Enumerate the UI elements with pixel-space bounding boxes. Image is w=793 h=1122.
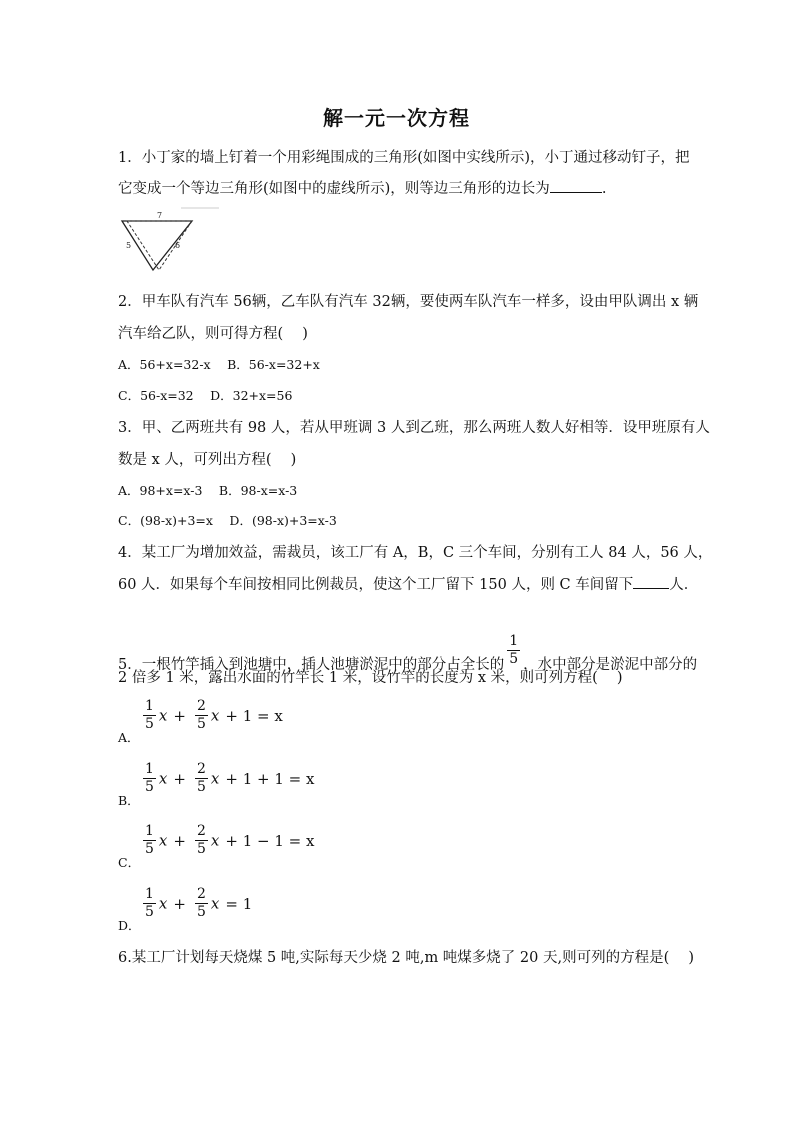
f2-num: 2 xyxy=(196,823,206,839)
q5-line1a: 5．一根竹竿插入到池塘中，插人池塘淤泥中的部分占全长的 xyxy=(118,657,505,673)
q3-options-cd: C．(98-x)+3=x D．(98-x)+3=x-3 xyxy=(118,513,337,528)
q5-option-c-rhs: + 1 − 1 = x xyxy=(225,831,315,850)
op-plus: + xyxy=(173,706,186,725)
q3-line2: 数是 x 人，可列出方程( ) xyxy=(118,452,297,468)
q5-option-b-rhs: + 1 + 1 = x xyxy=(225,769,315,788)
solid-triangle xyxy=(122,221,192,270)
var-x: x xyxy=(158,894,168,913)
f1-den: 5 xyxy=(145,841,154,857)
var-x: x xyxy=(210,769,220,788)
q4-line2-text: 60 人．如果每个车间按相同比例裁员，使这个工厂留下 150 人，则 C 车间留下 xyxy=(118,577,634,593)
q5-option-d-equation xyxy=(140,886,258,921)
q1-triangle-figure xyxy=(115,205,225,275)
q2-options-cd: C．56-x=32 D．32+x=56 xyxy=(118,388,293,403)
q5-option-d-label: D． xyxy=(118,918,141,933)
q5-option-b-equation xyxy=(140,761,320,796)
q5-option-d-rhs: = 1 xyxy=(225,894,253,913)
q5-option-a-label: A． xyxy=(118,730,140,745)
q5-line2: 2 倍多 1 米，露出水面的竹竿长 1 米，设竹竿的长度为 x 米，则可列方程( ) xyxy=(118,670,623,686)
q5-option-a-rhs: + 1 = x xyxy=(225,706,283,725)
f2-den: 5 xyxy=(196,841,206,857)
q3-options-ab: A．98+x=x-3 B．98-x=x-3 xyxy=(118,483,298,498)
f1-num: 1 xyxy=(145,698,154,714)
var-x: x xyxy=(158,769,168,788)
var-x: x xyxy=(210,706,220,725)
q1-tail: . xyxy=(601,181,607,197)
var-x: x xyxy=(210,831,220,850)
q2-line1: 2．甲车队有汽车 56辆，乙车队有汽车 32辆，要使两车队汽车一样多，设由甲队调出 x 辆 xyxy=(118,294,699,310)
q1-line2-text: 它变成一个等边三角形(如图中的虚线所示)，则等边三角形的边长为 xyxy=(118,181,550,197)
q5-option-a-equation xyxy=(140,698,289,733)
q1-answer-blank xyxy=(550,192,602,193)
f2-num: 2 xyxy=(196,698,206,714)
op-plus: + xyxy=(173,769,186,788)
f1-den: 5 xyxy=(145,779,154,795)
var-x: x xyxy=(158,706,168,725)
fig-label-top: 7 xyxy=(157,211,163,220)
q4-answer-blank xyxy=(633,588,669,589)
f2-den: 5 xyxy=(196,716,206,732)
q5-frac-den: 5 xyxy=(509,651,519,667)
var-x: x xyxy=(210,894,220,913)
op-plus: + xyxy=(173,831,186,850)
q5-option-b-label: B． xyxy=(118,793,140,808)
q2-options-ab: A．56+x=32-x B．56-x=32+x xyxy=(118,357,320,372)
f1-num: 1 xyxy=(145,886,154,902)
fig-label-left: 5 xyxy=(126,241,132,250)
q1-line2 xyxy=(118,177,606,198)
f1-den: 5 xyxy=(145,716,154,732)
f2-den: 5 xyxy=(196,904,206,920)
q1-line1: 1．小丁家的墙上钉着一个用彩绳围成的三角形(如图中实线所示)，小丁通过移动钉子，把 xyxy=(118,150,690,166)
op-plus: + xyxy=(173,894,186,913)
q5-option-c-equation xyxy=(140,823,320,858)
var-x: x xyxy=(158,831,168,850)
fig-label-right: 6 xyxy=(175,241,181,250)
page-title: 解一元一次方程 xyxy=(323,106,470,130)
q5-option-c-label: C． xyxy=(118,855,141,870)
q5-frac-num: 1 xyxy=(509,633,519,649)
f2-num: 2 xyxy=(196,886,206,902)
f2-den: 5 xyxy=(196,779,206,795)
q4-line2 xyxy=(118,573,698,594)
q3-line1: 3．甲、乙两班共有 98 人，若从甲班调 3 人到乙班，那么两班人数人好相等．设甲班原有人 xyxy=(118,420,710,436)
q4-tail: 人． xyxy=(669,577,699,593)
f2-num: 2 xyxy=(196,761,206,777)
q4-line1: 4．某工厂为增加效益，需裁员，该工厂有 A，B，C 三个车间，分别有工人 84 人，56 人， xyxy=(118,545,713,561)
q5-fraction xyxy=(507,633,520,668)
f1-den: 5 xyxy=(145,904,154,920)
f1-num: 1 xyxy=(145,761,154,777)
q2-line2: 汽车给乙队，则可得方程( ) xyxy=(118,326,308,342)
q6-line1: 6.某工厂计划每天烧煤 5 吨,实际每天少烧 2 吨,m 吨煤多烧了 20 天,则可列的方程是( ) xyxy=(118,950,694,966)
f1-num: 1 xyxy=(145,823,154,839)
q5-line1b: ，水中部分是淤泥中部分的 xyxy=(523,657,698,673)
